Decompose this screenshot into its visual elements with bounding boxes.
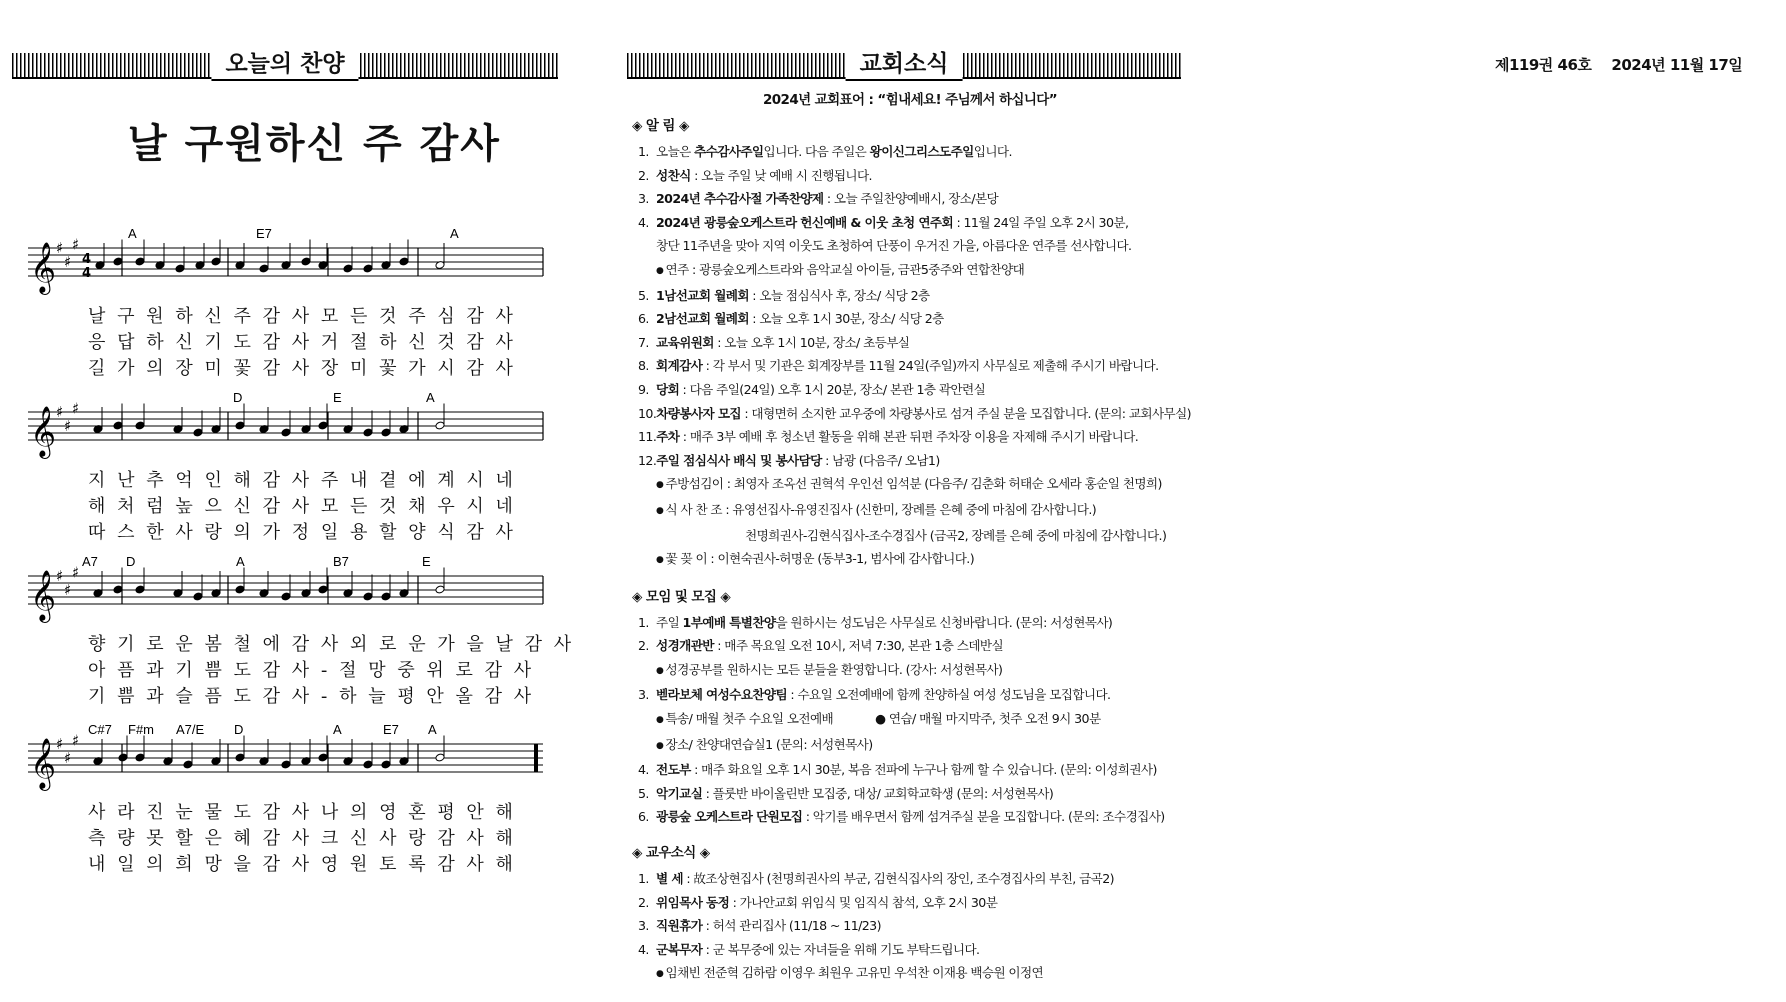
announcement-bullet: ● 연주 : 광릉숲오케스트라와 음악교실 아이들, 금관5중주와 연합찬양대	[630, 258, 1190, 284]
serving-meal-continued: 천명희권사-김현식집사-조수경집사 (금곡2, 장례를 은혜 중에 마침에 감사합니다.)	[745, 527, 1167, 543]
lyric-verse-3: 내 일 의 희 망 을 감 사 영 원 토 록 감 사 해	[88, 854, 513, 875]
item-number: 1.	[638, 871, 649, 887]
meeting-item	[630, 683, 1190, 707]
issue-info	[1495, 54, 1762, 75]
meeting-bullet	[630, 707, 1190, 733]
item-number: 3.	[638, 918, 649, 934]
announcement-item	[630, 187, 1190, 211]
lyric-verse-2: 측 량 못 할 은 혜 감 사 크 신 사 랑 감 사 해	[88, 828, 513, 849]
announcement-item	[630, 331, 1190, 355]
meeting-item	[630, 805, 1190, 829]
item-text: 을 원하시는 성도님은 사무실로 신청바랍니다. (문의: 서성현목사)	[775, 614, 1113, 630]
chord-symbol: A	[450, 226, 459, 241]
treble-clef-icon: 𝄞	[30, 738, 57, 789]
item-text: : 남광 (다음주/ 오남1)	[821, 452, 940, 468]
left-section-header	[12, 50, 558, 76]
announcement-item	[630, 164, 1190, 188]
item-text: : 오늘 주일찬양예배시, 장소/본당	[823, 191, 999, 207]
item-text: : 오늘 오후 1시 30분, 장소/ 식당 2층	[748, 311, 944, 327]
soldier-names: ● 임채빈 전준혁 김하람 이영우 최원우 고유민 우석찬 이재용 백승원 이정연	[630, 961, 1190, 987]
sharp-icon: ♯	[56, 239, 64, 257]
item-number: 2.	[638, 638, 649, 654]
announcement-item	[630, 284, 1190, 308]
item-text: 입니다. 다음 주일은	[763, 144, 870, 159]
lyric-verse-2: 해 처 럼 높 으 신 감 사 모 든 것 채 우 시 네	[88, 496, 513, 517]
item-text: : 매주 목요일 오전 10시, 저녁 7:30, 본관 1층 스데반실	[713, 638, 1004, 654]
item-text: : 플룻반 바이올린반 모집중, 대상/ 교회학교학생 (문의: 서성현목사)	[702, 785, 1054, 801]
church-motto: 2024년 교회표어 : “힘내세요! 주님께서 하십니다”	[762, 92, 1058, 108]
member-news-item	[630, 867, 1190, 891]
issue-volume: 제119권 46호	[1495, 56, 1592, 74]
item-title: 당회	[656, 381, 680, 397]
item-number: 5.	[638, 785, 649, 801]
item-number: 10.	[638, 405, 657, 421]
announcement-item	[630, 140, 1190, 164]
item-title: 성경개관반	[656, 638, 714, 654]
announcement-item	[630, 402, 1190, 426]
serving-flowers: ● 꽃 꽂 이 : 이현숙권사-허명운 (동부3-1, 범사에 감사합니다.)	[630, 547, 1190, 573]
sharp-icon: ♯	[64, 417, 72, 435]
item-number: 4.	[638, 214, 649, 230]
announcement-item	[630, 211, 1190, 235]
chord-symbol: E	[422, 554, 431, 569]
music-staff	[28, 554, 548, 626]
music-staff	[28, 226, 548, 298]
item-text: : 매주 3부 예배 후 청소년 활동을 위해 본관 뒤편 주차장 이용을 자제해 주시기 바랍니다.	[679, 429, 1139, 445]
item-title: 회계감사	[656, 358, 703, 374]
meeting-bullet-text: ● 연습/ 매월 마지막주, 첫주 오전 9시 30분	[875, 711, 1101, 727]
chord-symbol: A	[236, 554, 245, 569]
item-number: 6.	[638, 809, 649, 825]
sharp-icon: ♯	[72, 399, 80, 418]
meeting-item	[630, 611, 1190, 635]
item-text: : 매주 화요일 오후 1시 30분, 복음 전파에 누구나 함께 할 수 있습니다. (문의: 이성희권사)	[690, 762, 1157, 778]
item-text: : 각 부서 및 기관은 회계장부를 11월 24일(주일)까지 사무실로 제출해 주시기 바랍니다.	[702, 358, 1159, 374]
chord-symbol: D	[233, 390, 243, 405]
lyric-verse-2: 응 답 하 신 기 도 감 사 거 절 하 신 것 감 사	[88, 332, 513, 353]
item-text: : 오늘 주일 낮 예배 시 진행됩니다.	[690, 167, 872, 183]
announcement-continuation: 창단 11주년을 맞아 지역 이웃도 초청하여 단풍이 우거진 가을, 아름다운 연주를 선사합니다.	[656, 238, 1132, 254]
sharp-icon: ♯	[72, 731, 80, 750]
item-number: 5.	[638, 287, 649, 303]
hymn-line-1	[28, 226, 548, 379]
treble-clef-icon: 𝄞	[30, 406, 57, 457]
item-title: 전도부	[656, 762, 691, 778]
chord-symbol: C#7	[88, 722, 112, 737]
member-news-list	[630, 867, 1190, 987]
item-text: 주일	[656, 614, 683, 630]
music-staff	[28, 390, 548, 462]
sharp-icon: ♯	[64, 749, 72, 767]
item-number: 1.	[638, 614, 649, 630]
item-number: 2.	[638, 894, 649, 910]
lyrics	[88, 800, 548, 878]
item-number: 12.	[638, 452, 657, 468]
sharp-icon: ♯	[56, 567, 64, 585]
issue-date: 2024년 11월 17일	[1611, 56, 1743, 74]
member-news-item	[630, 891, 1190, 915]
item-number: 8.	[638, 358, 649, 374]
item-number: 6.	[638, 311, 649, 327]
hymn-line-2	[28, 390, 548, 543]
item-text: : 대형면허 소지한 교우중에 차량봉사로 섬겨 주실 분을 모집합니다. (문의: 교회사무실)	[740, 405, 1191, 421]
serving-kitchen: ● 주방섬김이 : 최영자 조옥선 권혁석 우인선 임석분 (다음주/ 김춘화 허태순 오세라 홍순일 천명희)	[630, 472, 1190, 498]
meeting-bullet: ● 성경공부를 원하시는 모든 분들을 환영합니다. (강사: 서성현목사)	[630, 658, 1190, 684]
item-number: 2.	[638, 167, 649, 183]
meeting-bullet-text: 특송/ 매월 첫주 수요일 오전예배	[665, 711, 834, 727]
item-number: 11.	[638, 429, 657, 445]
chord-symbol: D	[234, 722, 244, 737]
announcement-item	[630, 378, 1190, 402]
item-text: : 가나안교회 위임식 및 임직식 참석, 오후 2시 30분	[729, 894, 998, 910]
item-title: 광릉숲 오케스트라 단원모집	[656, 809, 803, 825]
right-header-label: 교회소식	[846, 49, 963, 81]
treble-clef-icon: 𝄞	[30, 242, 57, 293]
sharp-icon: ♯	[72, 563, 80, 582]
time-signature: 4	[82, 266, 92, 281]
item-text: 오늘은	[656, 144, 695, 159]
lyrics	[88, 468, 548, 546]
lyric-verse-1: 지 난 추 억 인 해 감 사 주 내 곁 에 계 시 네	[88, 470, 513, 491]
item-text: : 오늘 오후 1시 10분, 장소/ 초등부실	[713, 334, 910, 350]
chord-symbol: E7	[383, 722, 399, 737]
item-title: 위임목사 동정	[656, 894, 730, 910]
chord-symbol: E7	[256, 226, 272, 241]
sharp-icon: ♯	[56, 403, 64, 421]
meeting-item	[630, 758, 1190, 782]
item-title: 2024년 추수감사절 가족찬양제	[656, 191, 824, 207]
lyric-verse-1: 사 라 진 눈 물 도 감 사 나 의 영 혼 평 안 해	[88, 802, 513, 823]
hymn-line-3	[28, 554, 572, 707]
item-title: 군복무자	[656, 941, 703, 957]
lyric-verse-1: 날 구 원 하 신 주 감 사 모 든 것 주 심 감 사	[88, 306, 513, 327]
item-title: 1남선교회 월례회	[656, 287, 749, 303]
chord-symbol: F#m	[128, 722, 154, 737]
item-title: 1부예배 특별찬양	[682, 614, 776, 630]
section-title-members: ◈ 교우소식 ◈	[632, 845, 710, 862]
sharp-icon: ♯	[64, 581, 72, 599]
chord-symbol: E	[333, 390, 342, 405]
item-number: 3.	[638, 191, 649, 207]
item-text: : 오늘 점심식사 후, 장소/ 식당 2층	[748, 287, 930, 303]
hymn-title: 날 구원하신 주 감사	[128, 121, 501, 167]
section-title-meetings: ◈ 모임 및 모집 ◈	[632, 588, 731, 605]
meeting-item	[630, 634, 1190, 658]
item-title: 추수감사주일	[694, 144, 764, 159]
item-number: 9.	[638, 381, 649, 397]
lyric-verse-2: 아 픔 과 기 쁨 도 감 사 - 절 망 중 위 로 감 사	[88, 660, 532, 681]
treble-clef-icon: 𝄞	[30, 570, 57, 621]
chord-symbol: A7/E	[176, 722, 205, 737]
item-title: 벧라보체 여성수요찬양팀	[656, 687, 788, 703]
announcement-item	[630, 449, 1190, 473]
member-news-item	[630, 914, 1190, 938]
section-title-announcements: ◈ 알 림 ◈	[632, 118, 689, 134]
chord-symbol: A	[128, 226, 137, 241]
chord-symbol: A	[428, 722, 437, 737]
announcement-item	[630, 307, 1190, 331]
item-title: 교육위원회	[656, 334, 714, 350]
item-number: 1.	[638, 144, 649, 159]
item-number: 7.	[638, 334, 649, 350]
meeting-list	[630, 611, 1190, 829]
chord-symbol: D	[126, 554, 136, 569]
item-text: : 11월 24일 주일 오후 2시 30분,	[953, 214, 1129, 230]
item-title: 별 세	[656, 871, 683, 887]
announcement-item	[630, 354, 1190, 378]
item-title: 2남선교회 월례회	[656, 311, 749, 327]
sharp-icon: ♯	[72, 235, 80, 254]
item-text: : 수요일 오전예배에 함께 찬양하실 여성 성도님을 모집합니다.	[787, 687, 1111, 703]
lyric-verse-3: 따 스 한 사 랑 의 가 정 일 용 할 양 식 감 사	[88, 522, 513, 543]
item-text: 입니다.	[973, 144, 1012, 159]
item-text: : 허석 관리집사 (11/18 ~ 11/23)	[702, 918, 881, 934]
item-text: : 악기를 배우면서 함께 섬겨주실 분을 모집합니다. (문의: 조수경집사)	[802, 809, 1165, 825]
item-title: 직원휴가	[656, 918, 703, 934]
announcement-item	[630, 425, 1190, 449]
chord-symbol: A	[333, 722, 342, 737]
chord-symbol: A	[426, 390, 435, 405]
chord-symbol: B7	[333, 554, 349, 569]
time-signature: 4	[82, 252, 92, 267]
item-title: 차량봉사자 모집	[656, 405, 741, 421]
item-title: 2024년 광릉숲오케스트라 헌신예배 & 이웃 초청 연주회	[656, 214, 954, 230]
item-title: 주차	[656, 429, 680, 445]
lyrics	[88, 304, 548, 382]
lyrics	[88, 632, 572, 710]
item-title: 성찬식	[656, 167, 691, 183]
right-section-header	[627, 50, 1181, 76]
left-header-label: 오늘의 찬양	[211, 49, 358, 81]
church-news	[630, 88, 1190, 987]
announcement-list	[630, 140, 1190, 573]
lyric-verse-3: 길 가 의 장 미 꽃 감 사 장 미 꽃 가 시 감 사	[88, 358, 513, 379]
lyric-verse-1: 향 기 로 운 봄 철 에 감 사 외 로 운 가 을 날 감 사	[88, 634, 572, 655]
item-number: 3.	[638, 687, 649, 703]
lyric-verse-3: 기 쁨 과 슬 픔 도 감 사 - 하 늘 평 안 올 감 사	[88, 686, 532, 707]
item-number: 4.	[638, 941, 649, 957]
meeting-item	[630, 782, 1190, 806]
item-title: 주일 점심식사 배식 및 봉사담당	[656, 452, 822, 468]
sharp-icon: ♯	[56, 735, 64, 753]
hymn-line-4	[28, 722, 548, 875]
serving-meal: ● 식 사 찬 조 : 유영선집사-유영진집사 (신한미, 장례를 은혜 중에 마침에 감사합니다.)	[630, 498, 1190, 524]
item-number: 4.	[638, 762, 649, 778]
item-title: 악기교실	[656, 785, 703, 801]
music-staff	[28, 722, 548, 794]
meeting-bullet: ● 장소/ 찬양대연습실1 (문의: 서성현목사)	[630, 733, 1190, 759]
item-title: 왕이신그리스도주일	[869, 144, 974, 159]
member-news-item	[630, 938, 1190, 962]
chord-symbol: A7	[82, 554, 98, 569]
item-text: : 故조상현집사 (천명희권사의 부군, 김현식집사의 장인, 조수경집사의 부친, 금곡2)	[682, 871, 1114, 887]
item-text: : 다음 주일(24일) 오후 1시 20분, 장소/ 본관 1층 곽안련실	[679, 381, 986, 397]
item-text: : 군 복무중에 있는 자녀들을 위해 기도 부탁드립니다.	[702, 941, 980, 957]
sharp-icon: ♯	[64, 253, 72, 271]
